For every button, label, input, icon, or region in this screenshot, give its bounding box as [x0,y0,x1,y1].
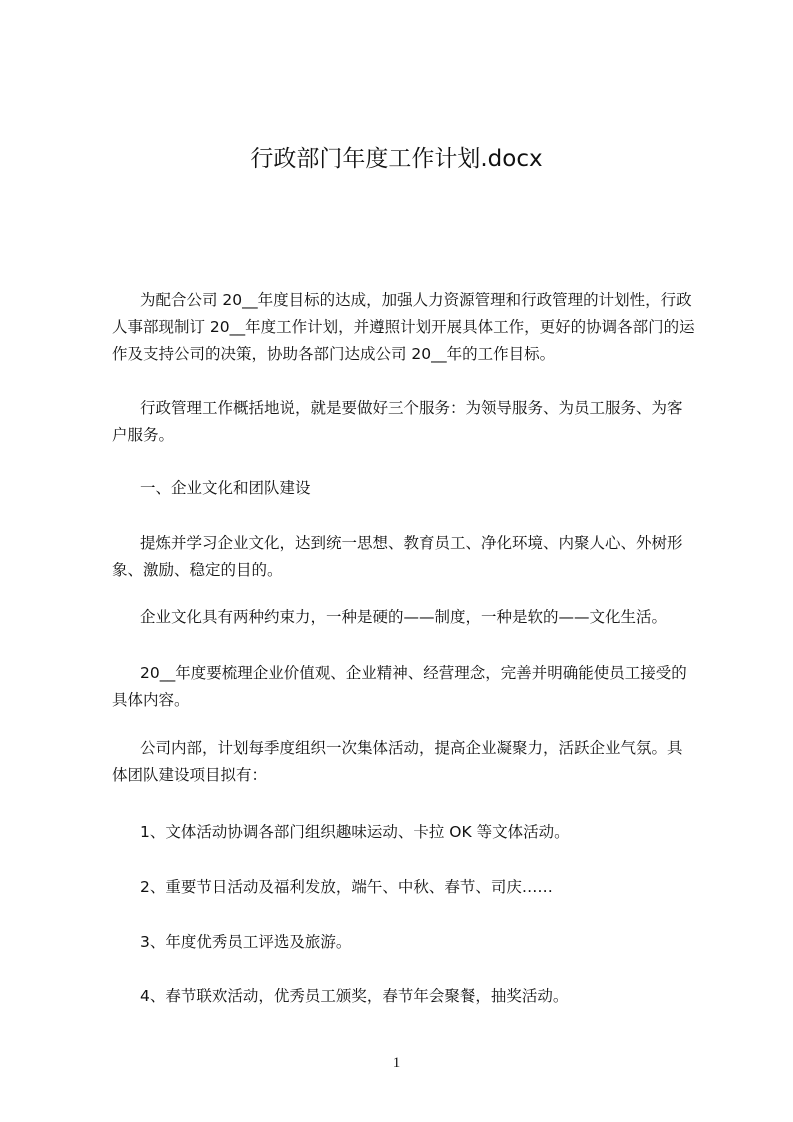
paragraph [112,287,712,368]
paragraph-line: 体团队建设项目拟有： [112,766,268,784]
paragraph-line: 户服务。 [112,426,175,444]
paragraph-line: 1、文体活动协调各部门组织趣味运动、卡拉 OK 等文体活动。 [140,823,570,841]
paragraph [112,819,712,846]
paragraph [112,735,712,789]
paragraph-line: 2、重要节日活动及福利发放，端午、中秋、春节、司庆…… [140,878,553,896]
paragraph-line: 公司内部，计划每季度组织一次集体活动，提高企业凝聚力，活跃企业气氛。具 [140,739,683,757]
paragraph [112,929,712,956]
paragraph [112,874,712,901]
section-heading [112,475,712,502]
page-number: 1 [392,1055,401,1071]
paragraph [112,660,712,714]
paragraph-line: 3、年度优秀员工评选及旅游。 [140,933,352,951]
paragraph-line: 作及支持公司的决策，协助各部门达成公司 20__年的工作目标。 [112,345,556,363]
paragraph-line: 20__年度要梳理企业价值观、企业精神、经营理念，完善并明确能使员工接受的 [140,664,687,682]
paragraph [112,604,712,631]
paragraph-line: 一、企业文化和团队建设 [140,479,311,497]
paragraph-line: 企业文化具有两种约束力，一种是硬的——制度，一种是软的——文化生活。 [140,608,668,626]
paragraph-line: 象、激励、稳定的目的。 [112,561,283,579]
document-title: 行政部门年度工作计划.docx [250,146,543,172]
paragraph-line: 4、春节联欢活动，优秀员工颁奖，春节年会聚餐，抽奖活动。 [140,987,569,1005]
paragraph [112,983,712,1010]
paragraph-line: 具体内容。 [112,691,190,709]
paragraph-line: 为配合公司 20__年度目标的达成，加强人力资源管理和行政管理的计划性，行政 [140,291,692,309]
paragraph [112,395,712,449]
paragraph [112,530,712,584]
paragraph-line: 提炼并学习企业文化，达到统一思想、教育员工、净化环境、内聚人心、外树形 [140,534,683,552]
paragraph-line: 行政管理工作概括地说，就是要做好三个服务：为领导服务、为员工服务、为客 [140,399,683,417]
paragraph-line: 人事部现制订 20__年度工作计划，并遵照计划开展具体工作，更好的协调各部门的运 [112,318,695,336]
